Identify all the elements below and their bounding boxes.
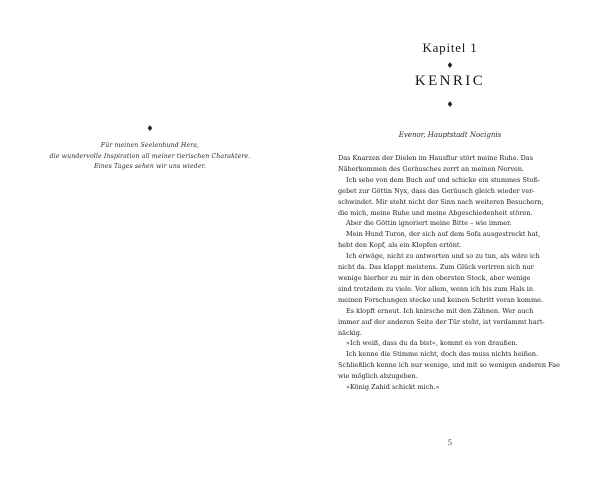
- text-line: die mich, meine Ruhe und meine Abgeschiedenheit stören.: [338, 208, 533, 217]
- text-line: Aber die Göttin ignoriert meine Bitte – wie immer.: [346, 219, 512, 228]
- text-line: gebet zur Göttin Nyx, dass das Geräusch gleich wieder ver-: [338, 186, 535, 195]
- text-line: nicht da. Das klappt meistens. Zum Glück verirren sich nur: [338, 263, 534, 272]
- text-line: Ich sehe von dem Buch auf und schicke ein stummes Stoß-: [346, 175, 540, 184]
- page-number: 5: [447, 439, 453, 447]
- chapter-label-word: Kapitel: [422, 40, 467, 55]
- text-line: meinen Forschungen stecke und keinen Schritt voran komme.: [338, 295, 544, 304]
- chapter-heading: [300, 40, 600, 56]
- ornament-diamond-icon: ♦: [446, 61, 454, 70]
- dedication-line: Für meinen Seelenhund Hera,: [100, 142, 200, 149]
- dedication: [20, 141, 280, 173]
- paragraph: [338, 229, 563, 251]
- ornament-diamond-icon: ♦: [146, 124, 154, 133]
- text-line: wie möglich abzugeben.: [338, 372, 418, 381]
- text-line: hebt den Kopf, als ein Klopfen ertönt.: [338, 241, 462, 250]
- paragraph: [338, 382, 563, 393]
- chapter-location: Evenor, Hauptstadt Nocignis: [398, 131, 502, 139]
- text-line: immer auf der anderen Seite der Tür steht, ist verdammt hart-: [338, 317, 545, 326]
- text-line: Mein Hund Turon, der sich auf dem Sofa ausgestreckt hat,: [346, 230, 541, 239]
- paragraph: [338, 306, 563, 339]
- paragraph: [338, 251, 563, 306]
- text-line: schwindet. Mir steht nicht der Sinn nach weiteren Besuchern,: [338, 197, 544, 206]
- text-line: sind trotzdem zu viele. Vor allem, wenn ich bis zum Hals in: [338, 284, 534, 293]
- paragraph: [338, 218, 563, 229]
- text-line: Es klopft erneut. Ich knirsche mit den Zähnen. Wer auch: [346, 306, 534, 315]
- chapter-body: [338, 153, 563, 393]
- dedication-line: die wundervolle Inspiration all meiner tierischen Charaktere.: [49, 152, 251, 160]
- text-line: näckig.: [338, 328, 362, 337]
- text-line: Das Knarzen der Dielen im Hausflur stört meine Ruhe. Das: [338, 154, 534, 162]
- ornament-diamond-icon: ♦: [446, 100, 454, 109]
- dedication-line: Eines Tages sehen wir uns wieder.: [93, 163, 207, 170]
- chapter-number: 1: [470, 40, 478, 55]
- paragraph: [338, 338, 563, 349]
- text-line: »König Zahid schickt mich.«: [346, 383, 440, 392]
- text-line: »Ich weiß, dass du da bist«, kommt es von draußen.: [346, 339, 518, 348]
- paragraph: [338, 153, 563, 175]
- text-line: wenige hierher zu mir in den obersten Stock, aber wenige: [338, 273, 531, 282]
- paragraph: [338, 349, 563, 382]
- right-page: [300, 0, 600, 478]
- chapter-title: KENRIC: [414, 73, 486, 89]
- text-line: Schließlich kenne ich nur wenige, und mit so wenigen anderen Fae: [338, 361, 560, 370]
- text-line: Ich erwäge, nicht zu antworten und so zu tun, als wäre ich: [346, 252, 540, 261]
- text-line: Ich kenne die Stimme nicht, doch das muss nichts heißen.: [346, 350, 539, 359]
- text-line: Näherkommen des Geräusches zerrt an meinen Nerven.: [338, 164, 525, 173]
- paragraph: [338, 175, 563, 219]
